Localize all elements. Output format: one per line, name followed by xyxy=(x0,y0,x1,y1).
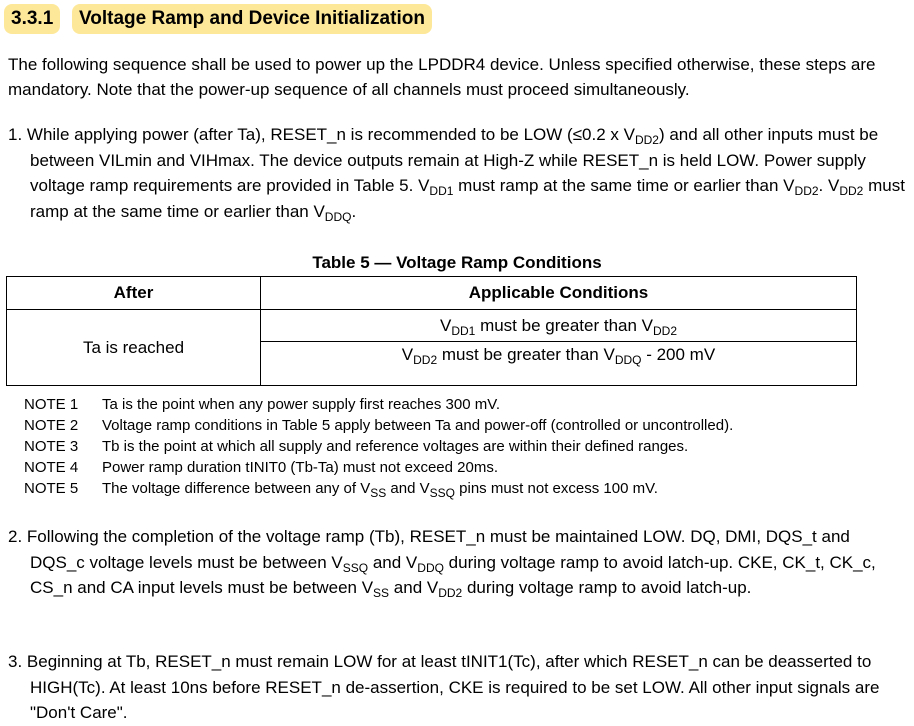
text-run: Tb is the point at which all supply and reference voltages are within their defined ranges. xyxy=(102,438,689,455)
text-run: - 200 mV xyxy=(641,345,716,364)
subscript: DDQ xyxy=(614,353,642,367)
subscript: DD2 xyxy=(653,323,678,338)
subscript: DDQ xyxy=(417,560,444,575)
text-run: during voltage ramp to avoid latch-up. xyxy=(462,578,752,597)
text-run: during voltage ramp to avoid latch-up. CKE, CK_t, CK_c, CS_n and CA input levels must be between V xyxy=(30,552,876,597)
note-text xyxy=(102,478,658,499)
text-run: and V xyxy=(386,480,430,497)
step-2 xyxy=(8,524,908,601)
text-run: The following sequence shall be used to power up the LPDDR4 device. Unless specified otherwise, these steps are mandatory. Note that the power-up sequence of all channels must proceed simultaneously. xyxy=(8,55,876,99)
note-text xyxy=(102,394,500,415)
note-text xyxy=(102,436,688,457)
text-run: The voltage difference between any of V xyxy=(102,480,371,497)
text-run: and V xyxy=(389,578,439,597)
note-label: NOTE 4 xyxy=(24,459,79,476)
subscript: SSQ xyxy=(342,560,369,575)
subscript: SS xyxy=(373,586,390,600)
intro-paragraph xyxy=(8,52,908,102)
subscript: DD2 xyxy=(794,184,819,198)
text-run: Ta is the point when any power supply first reaches 300 mV. xyxy=(102,396,500,413)
note-label: NOTE 2 xyxy=(24,417,79,434)
cell-after: Ta is reached xyxy=(7,310,261,386)
text-run: Power ramp duration tINIT0 (Tb-Ta) must not exceed 20ms. xyxy=(102,459,498,476)
note-label: NOTE 1 xyxy=(24,396,79,413)
text-run: 2. Following the completion of the voltage ramp (Tb), RESET_n must be maintained LOW. DQ, DMI, DQS_t and DQS_c voltage levels must be between V xyxy=(8,527,850,572)
text-run: ) and all other inputs must be between VILmin and VIHmax. The device outputs remain at High-Z while RESET_n is held LOW. Power supply voltage ramp requirements are provided in Table 5. V xyxy=(30,125,879,195)
text-run: V xyxy=(439,315,452,335)
cell-condition-1 xyxy=(261,310,857,342)
text-run: must be greater than V xyxy=(437,345,615,364)
voltage-ramp-table xyxy=(6,276,857,386)
header-after: After xyxy=(7,277,261,310)
section-number: 3.3.1 xyxy=(4,4,60,34)
text-run: 3. Beginning at Tb, RESET_n must remain LOW for at least tINIT1(Tc), after which RESET_n can be deasserted to HIGH(Tc). At least 10ns before RESET_n de-assertion, CKE is required to be set LOW. All other input signals are "Don't Care". xyxy=(8,652,880,722)
note xyxy=(24,436,733,457)
note xyxy=(24,478,733,499)
note xyxy=(24,415,733,436)
subscript: DD1 xyxy=(429,184,454,198)
cell-condition-2 xyxy=(261,342,857,386)
subscript: DD1 xyxy=(451,323,476,338)
note-text xyxy=(102,415,733,436)
subscript: DD2 xyxy=(634,133,659,147)
section-title: Voltage Ramp and Device Initialization xyxy=(72,4,432,34)
text-run: . V xyxy=(818,176,840,195)
subscript: DD2 xyxy=(413,353,438,367)
note xyxy=(24,457,733,478)
subscript: SS xyxy=(370,486,387,500)
subscript: SSQ xyxy=(429,486,455,500)
text-run: must be greater than V xyxy=(475,315,653,335)
table-caption: Table 5 — Voltage Ramp Conditions xyxy=(312,253,602,272)
note xyxy=(24,394,733,415)
table-notes xyxy=(24,394,733,499)
step-3 xyxy=(8,649,908,726)
text-run: pins must not excess 100 mV. xyxy=(454,480,658,497)
subscript: DDQ xyxy=(324,209,352,224)
text-run: must ramp at the same time or earlier than V xyxy=(453,176,795,195)
text-run: must ramp at the same time or earlier than V xyxy=(30,176,905,221)
subscript: DD2 xyxy=(839,184,864,198)
note-text xyxy=(102,457,498,478)
subscript: DD2 xyxy=(438,586,463,600)
text-run: . xyxy=(351,201,357,221)
text-run: 1. While applying power (after Ta), RESET_n is recommended to be LOW (≤0.2 x V xyxy=(8,125,635,144)
text-run: and V xyxy=(368,552,418,572)
text-run: Voltage ramp conditions in Table 5 apply between Ta and power-off (controlled or uncontrolled). xyxy=(102,417,734,434)
note-label: NOTE 3 xyxy=(24,438,79,455)
text-run: V xyxy=(401,345,414,364)
note-label: NOTE 5 xyxy=(24,480,79,497)
header-conditions: Applicable Conditions xyxy=(261,277,857,310)
step-1 xyxy=(8,122,908,224)
